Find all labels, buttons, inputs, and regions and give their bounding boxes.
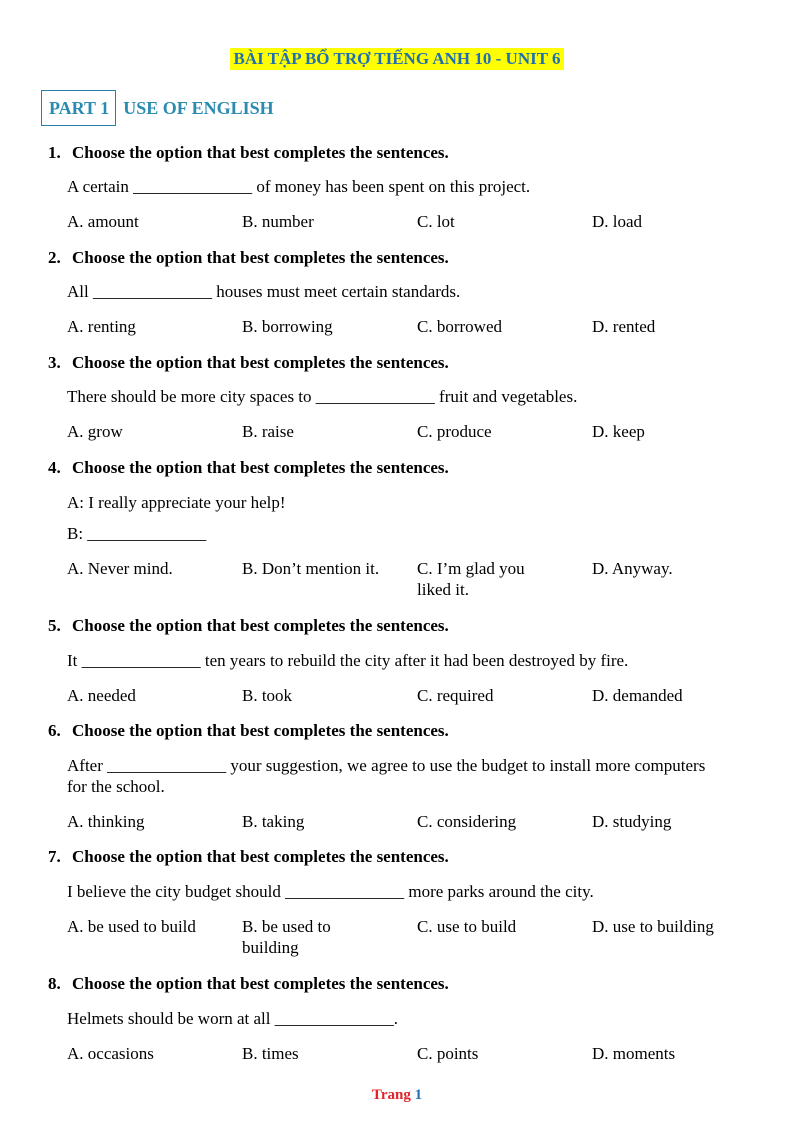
question-6 (48, 720, 748, 833)
question-stem: There should be more city spaces to ______________ fruit and vegetables. (67, 387, 578, 406)
question-stem: Helmets should be worn at all ______________. (67, 1009, 398, 1028)
question-stem: It ______________ ten years to rebuild the city after it had been destroyed by fire. (67, 651, 629, 670)
answer-options (67, 1043, 748, 1065)
option-d[interactable]: D. keep (592, 422, 645, 441)
option-c[interactable]: C. produce (417, 422, 492, 441)
page-footer (0, 1085, 794, 1106)
option-b[interactable]: B. raise (242, 422, 294, 441)
part-title: USE OF ENGLISH (123, 97, 274, 118)
option-d[interactable]: D. Anyway. (592, 559, 673, 578)
option-c[interactable]: C. I’m glad you liked it. (417, 559, 525, 599)
option-d[interactable]: D. rented (592, 317, 656, 336)
question-8 (48, 973, 748, 1065)
question-instruction: Choose the option that best completes the sentences. (72, 458, 449, 477)
question-number: 2. (48, 248, 61, 267)
option-a[interactable]: A. thinking (67, 812, 145, 831)
option-a[interactable]: A. amount (67, 212, 139, 231)
page-number: 1 (414, 1087, 423, 1103)
question-7 (48, 846, 748, 960)
question-number: 4. (48, 458, 61, 477)
option-b[interactable]: B. times (242, 1044, 299, 1063)
question-instruction: Choose the option that best completes the sentences. (72, 143, 449, 162)
question-number: 6. (48, 721, 61, 740)
option-b[interactable]: B. Don’t mention it. (242, 559, 380, 578)
document-title: BÀI TẬP BỔ TRỢ TIẾNG ANH 10 - UNIT 6 (230, 48, 563, 70)
question-stem: All ______________ houses must meet certain standards. (67, 282, 461, 301)
part-heading (41, 90, 274, 126)
question-5 (48, 615, 748, 707)
page-word: Trang (371, 1087, 411, 1103)
option-b[interactable]: B. borrowing (242, 317, 333, 336)
dialogue-line-a: A: I really appreciate your help! (67, 493, 286, 512)
question-number: 1. (48, 143, 61, 162)
answer-options (67, 685, 748, 707)
question-number: 3. (48, 353, 61, 372)
question-instruction: Choose the option that best completes the sentences. (72, 721, 449, 740)
option-a[interactable]: A. renting (67, 317, 136, 336)
title-block (0, 48, 794, 70)
question-instruction: Choose the option that best completes the sentences. (72, 248, 449, 267)
question-instruction: Choose the option that best completes the sentences. (72, 353, 449, 372)
option-c[interactable]: C. lot (417, 212, 455, 231)
option-c[interactable]: C. considering (417, 812, 517, 831)
question-number: 5. (48, 616, 61, 635)
question-2 (48, 247, 748, 338)
question-number: 8. (48, 974, 61, 993)
question-number: 7. (48, 847, 61, 866)
answer-options (67, 316, 748, 338)
answer-options (67, 421, 748, 443)
option-a[interactable]: A. grow (67, 422, 123, 441)
option-b[interactable]: B. be used to building (242, 917, 331, 957)
question-3 (48, 352, 748, 443)
option-d[interactable]: D. studying (592, 812, 672, 831)
option-b[interactable]: B. taking (242, 812, 305, 831)
question-stem: After ______________ your suggestion, we agree to use the budget to install more computers for the school. (67, 756, 706, 796)
question-stem: I believe the city budget should ______________ more parks around the city. (67, 882, 594, 901)
answer-options (67, 558, 748, 602)
option-d[interactable]: D. moments (592, 1044, 676, 1063)
option-d[interactable]: D. use to building (592, 917, 714, 936)
option-b[interactable]: B. number (242, 212, 314, 231)
option-a[interactable]: A. be used to build (67, 917, 196, 936)
question-stem: A certain ______________ of money has been spent on this project. (67, 177, 531, 196)
question-4 (48, 457, 748, 602)
option-c[interactable]: C. borrowed (417, 317, 502, 336)
part-label: PART 1 (41, 90, 116, 126)
option-c[interactable]: C. points (417, 1044, 479, 1063)
option-a[interactable]: A. needed (67, 686, 136, 705)
option-d[interactable]: D. demanded (592, 686, 683, 705)
question-instruction: Choose the option that best completes the sentences. (72, 847, 449, 866)
question-1 (48, 142, 748, 233)
question-instruction: Choose the option that best completes the sentences. (72, 974, 449, 993)
option-d[interactable]: D. load (592, 212, 643, 231)
answer-options (67, 811, 748, 833)
option-a[interactable]: A. Never mind. (67, 559, 173, 578)
option-c[interactable]: C. use to build (417, 917, 517, 936)
question-instruction: Choose the option that best completes the sentences. (72, 616, 449, 635)
option-b[interactable]: B. took (242, 686, 293, 705)
dialogue-line-b: B: ______________ (67, 524, 207, 543)
answer-options (67, 211, 748, 233)
option-a[interactable]: A. occasions (67, 1044, 154, 1063)
option-c[interactable]: C. required (417, 686, 494, 705)
answer-options (67, 916, 748, 960)
